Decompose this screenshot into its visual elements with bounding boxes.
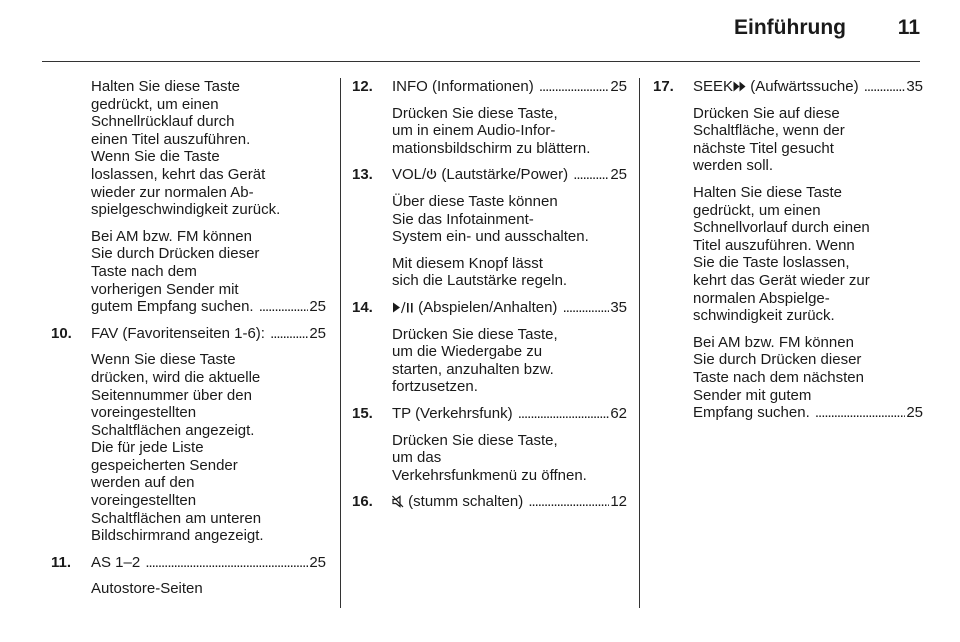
item-description: Über diese Taste können Sie das Infotainment- System ein- und ausschalten. [392,192,589,246]
page-header [0,0,960,62]
seek-forward-icon [733,78,746,96]
item-description: Drücken Sie diese Taste, um in einem Audio-Infor- mationsbildschirm zu blättern. [392,104,591,157]
header-rule [42,61,920,62]
page-number: 11 [897,16,920,39]
item-description: Halten Sie diese Taste gedrückt, um einen Schnellvorlauf durch einen Titel auszuführen. Wenn Sie die Taste loslassen, kehrt das Gerät wieder zur normalen Abspielge- schwindigkeit zurück. [693,183,870,325]
item-description: Wenn Sie diese Taste drücken, wird die aktuelle Seitennummer über den voreingestellten Schaltflächen angezeigt. Die für jede Liste gespeicherten Sender werden auf den voreingestellten Schaltflächen am unteren Bildschirmrand angezeigt. [91,351,264,545]
item-title: AS 1–2 . . . 25 [91,554,326,572]
item-title: (Abspielen/Anhalten) . . . 35 [392,299,627,317]
item-description: Autostore-Seiten [91,580,203,598]
list-item-11 [51,554,326,572]
item-number: 11. [51,553,72,571]
leader-line: gutem Empfang suchen. . . . 25 [91,298,326,316]
item-number: 10. [51,324,72,342]
leader-dots [573,166,609,184]
list-item-17 [653,78,923,96]
item-number: 12. [352,78,373,95]
mute-icon [392,493,404,511]
power-icon [426,166,437,184]
page-reference: 62 [610,404,627,422]
list-item-15 [352,405,627,423]
leader-dots [815,404,905,422]
list-item-10 [51,325,326,343]
column-3 [653,78,923,422]
item-number: 13. [352,166,373,184]
leader-dots [539,78,609,96]
page-reference: 25 [309,324,326,342]
item-title: VOL/ (Lautstärke/Power) . . . 25 [392,166,627,184]
item-number: 15. [352,404,373,422]
page-reference: 12 [610,493,627,511]
column-divider [340,78,341,608]
leader-line: Empfang suchen. . . . 25 [693,404,923,422]
page-reference: 35 [906,78,923,95]
leader-dots [563,299,610,317]
paragraph: Halten Sie diese Taste gedrückt, um einen Schnellrücklauf durch einen Titel auszuführen. Wenn Sie die Taste loslassen, kehrt das Gerät wieder zur normalen Ab- spielgeschwindigkeit zurück. [91,78,281,219]
item-description: Mit diesem Knopf lässt sich die Lautstärke regeln. [392,254,568,290]
list-item-14 [352,299,627,317]
leader-dots [864,78,906,96]
leader-dots [259,298,309,316]
item-description: Drücken Sie diese Taste, um die Wiedergabe zu starten, anzuhalten bzw. fortzusetzen. [392,325,558,396]
page-reference: 25 [309,298,326,316]
item-title: SEEK (Aufwärtssuche) . . . 35 [693,78,923,96]
leader-dots [270,325,308,343]
item-description: Drücken Sie auf diese Schaltfläche, wenn der nächste Titel gesucht werden soll. [693,104,845,175]
item-number: 16. [352,493,373,511]
item-title: TP (Verkehrsfunk) . . . 62 [392,405,627,423]
item-title: (stumm schalten) . . . 12 [392,493,627,511]
page-reference: 35 [610,298,627,316]
item-title: INFO (Informationen) . . . 25 [392,78,627,96]
column-1 [51,78,326,607]
item-title: FAV (Favoritenseiten 1-6): . . . 25 [91,325,326,343]
list-item-16 [352,493,627,511]
item-description: Bei AM bzw. FM können Sie durch Drücken dieser Taste nach dem nächsten Sender mit gutem [693,333,864,404]
column-divider [639,78,640,608]
page-reference: 25 [610,166,627,184]
play-pause-icon [392,299,414,317]
item-description: Drücken Sie diese Taste, um das Verkehrsfunkmenü zu öffnen. [392,431,587,484]
item-number: 14. [352,298,373,316]
page-reference: 25 [906,404,923,422]
column-2 [352,78,627,520]
leader-dots [518,405,610,423]
item-number: 17. [653,78,674,95]
paragraph: Bei AM bzw. FM können Sie durch Drücken dieser Taste nach dem vorherigen Sender mit [91,227,260,298]
leader-dots [145,554,308,572]
leader-dots [528,493,609,511]
page-reference: 25 [309,553,326,571]
list-item-12 [352,78,627,96]
list-item-13 [352,166,627,184]
section-title: Einführung [734,16,846,39]
page-reference: 25 [610,78,627,95]
